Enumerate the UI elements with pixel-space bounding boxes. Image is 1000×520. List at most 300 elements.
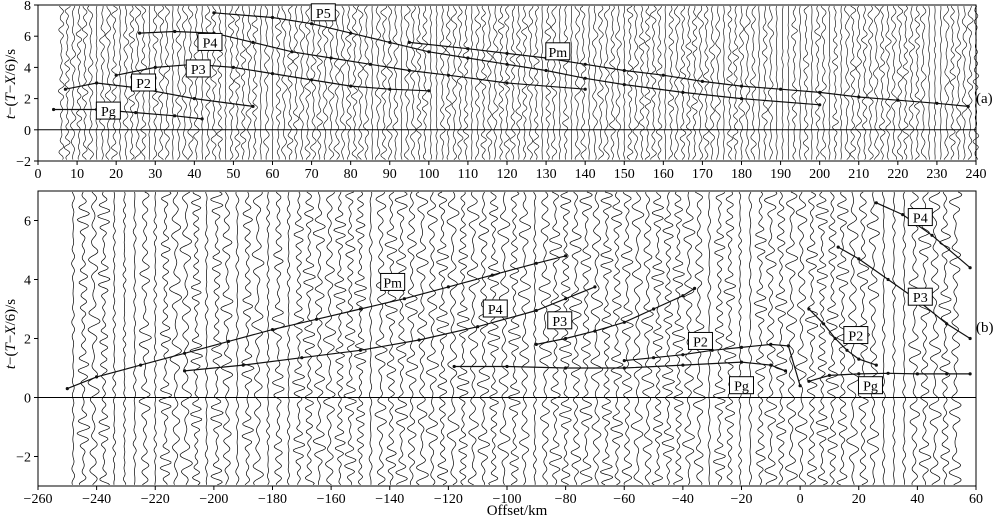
- seismic-trace: [631, 192, 644, 485]
- pick-point: [930, 234, 933, 237]
- pick-point: [183, 352, 186, 355]
- seismic-trace: [832, 6, 838, 160]
- seismic-trace: [77, 192, 90, 485]
- seismic-trace: [211, 192, 224, 485]
- x-tick-label: 20: [851, 492, 866, 507]
- phase-label-pg: [730, 377, 754, 395]
- x-tick-label: 180: [731, 167, 752, 182]
- phase-label-p4: [198, 33, 222, 51]
- pick-point: [466, 56, 469, 59]
- x-tick-label: −120: [433, 492, 463, 507]
- seismic-trace: [182, 6, 188, 160]
- seismic-trace: [799, 6, 801, 160]
- seismic-trace: [299, 6, 305, 160]
- pick-point: [623, 83, 626, 86]
- x-tick-label: 200: [809, 167, 831, 182]
- x-tick-label: 20: [109, 167, 124, 182]
- seismic-trace: [733, 6, 739, 160]
- seismic-trace: [487, 6, 493, 160]
- pick-point: [359, 307, 362, 310]
- pick-point: [837, 246, 840, 249]
- seismic-trace: [264, 6, 270, 160]
- seismic-trace: [205, 6, 211, 160]
- pick-point: [834, 337, 837, 340]
- seismic-trace: [340, 6, 346, 160]
- pick-point: [623, 359, 626, 362]
- pick-point: [271, 72, 274, 75]
- svg-text:P4: P4: [202, 36, 218, 52]
- svg-text:P4: P4: [912, 211, 928, 227]
- pick-point: [623, 69, 626, 72]
- pick-point: [290, 50, 293, 53]
- pick-point: [300, 356, 303, 359]
- pick-point: [564, 254, 567, 257]
- seismic-trace: [928, 6, 929, 160]
- seismic-trace: [919, 192, 931, 485]
- seismic-trace: [867, 192, 879, 485]
- seismic-trace: [190, 192, 202, 485]
- seismic-trace: [344, 192, 356, 485]
- seismic-trace: [949, 192, 962, 485]
- phase-label-pg: [96, 102, 120, 120]
- pick-point: [251, 105, 254, 108]
- svg-text:P4: P4: [487, 303, 503, 318]
- pick-point: [52, 108, 55, 111]
- pick-point: [212, 11, 215, 14]
- svg-text:P5: P5: [315, 6, 331, 22]
- seismic-trace: [172, 6, 173, 160]
- pick-point: [418, 338, 421, 341]
- seismic-trace: [879, 6, 885, 160]
- phase-label-p2: [844, 327, 868, 345]
- pick-point: [769, 343, 772, 346]
- x-tick-label: 160: [652, 167, 674, 182]
- pick-point: [388, 41, 391, 44]
- seismic-trace: [920, 6, 926, 160]
- seismic-trace: [133, 192, 136, 485]
- seismic-trace: [311, 6, 317, 160]
- pick-point: [681, 91, 684, 94]
- pick-point: [593, 285, 596, 288]
- seismic-trace: [674, 6, 680, 160]
- seismic-trace: [738, 192, 741, 485]
- x-tick-label: 240: [965, 167, 987, 182]
- seismic-trace: [662, 192, 674, 485]
- panel-b: [3, 191, 994, 519]
- pick-point: [828, 374, 831, 377]
- svg-text:Pg: Pg: [100, 105, 116, 121]
- pick-point: [173, 30, 176, 33]
- seismic-trace: [897, 6, 903, 160]
- svg-text:P3: P3: [912, 291, 928, 307]
- panel-a: [3, 0, 993, 182]
- seismic-trace: [154, 192, 157, 485]
- x-tick-label: 40: [187, 167, 202, 182]
- seismic-trace: [176, 6, 182, 160]
- pick-point: [818, 103, 821, 106]
- seismic-trace: [624, 6, 626, 160]
- y-tick-label: 6: [24, 30, 31, 46]
- pick-point: [887, 278, 890, 281]
- x-tick-label: 100: [418, 167, 440, 182]
- x-tick-label: 0: [34, 167, 42, 182]
- y-tick-label: 0: [24, 123, 31, 139]
- pick-point: [66, 387, 69, 390]
- seismic-trace: [385, 192, 397, 485]
- pick-point: [115, 74, 118, 77]
- seismic-trace: [305, 6, 311, 160]
- phase-label-p5: [311, 4, 335, 22]
- x-tick-label: 90: [382, 167, 397, 182]
- seismic-trace: [723, 6, 725, 160]
- seismic-trace: [650, 6, 656, 160]
- phase-label-p3: [908, 288, 932, 306]
- seismic-trace: [471, 6, 473, 160]
- seismic-trace: [934, 6, 936, 160]
- seismic-trace: [882, 192, 885, 485]
- pick-point: [967, 105, 970, 108]
- seismic-trace: [113, 192, 116, 485]
- seismic-trace: [334, 192, 346, 485]
- seismic-trace: [445, 6, 451, 160]
- pick-point: [95, 375, 98, 378]
- pick-point: [584, 63, 587, 66]
- seismic-trace: [580, 192, 592, 485]
- seismic-trace: [549, 192, 561, 485]
- x-tick-label: 10: [70, 167, 85, 182]
- pick-point: [242, 364, 245, 367]
- seismic-trace: [395, 192, 408, 485]
- pick-point: [681, 353, 684, 356]
- pick-point: [896, 99, 899, 102]
- seismic-trace: [481, 6, 487, 160]
- pick-point: [784, 369, 787, 372]
- seismic-trace: [795, 192, 807, 485]
- x-tick-label: −180: [258, 492, 287, 507]
- seismic-trace: [430, 6, 432, 160]
- seismic-trace: [633, 6, 639, 160]
- seismic-trace: [604, 6, 610, 160]
- seismic-trace: [411, 6, 417, 160]
- pick-point: [901, 213, 904, 216]
- panel-a-ylabel: t−(T−X/6)/s: [3, 48, 19, 120]
- x-tick-label: −40: [671, 492, 694, 507]
- pick-point: [535, 262, 538, 265]
- seismic-trace: [221, 192, 233, 485]
- pick-point: [271, 16, 274, 19]
- pick-point: [349, 85, 352, 88]
- seismic-trace: [750, 6, 756, 160]
- seismic-trace: [164, 6, 170, 160]
- seismic-trace: [940, 6, 941, 160]
- seismic-trace: [105, 6, 111, 160]
- pick-point: [769, 364, 772, 367]
- phase-label-p4: [908, 209, 932, 227]
- x-tick-label: −80: [554, 492, 577, 507]
- panel-a-x-ticks: [35, 161, 987, 182]
- pick-point: [564, 337, 567, 340]
- seismic-trace: [234, 6, 240, 160]
- pick-point: [173, 114, 176, 117]
- phase-label-p3: [548, 312, 572, 330]
- pick-point: [779, 88, 782, 91]
- pick-point: [564, 366, 567, 369]
- seismic-trace: [559, 6, 561, 160]
- seismic-trace: [242, 192, 254, 485]
- seismic-trace: [381, 6, 387, 160]
- seismic-trace: [533, 6, 539, 160]
- pick-point: [740, 361, 743, 364]
- svg-text:P2: P2: [136, 77, 151, 92]
- pick-point: [476, 325, 479, 328]
- seismic-trace: [758, 6, 759, 160]
- seismic-trace: [88, 192, 100, 485]
- y-tick-label: 4: [24, 61, 31, 77]
- seismic-trace: [447, 192, 459, 485]
- pick-point: [310, 78, 313, 81]
- seismic-trace: [962, 6, 968, 160]
- x-tick-label: 30: [148, 167, 163, 182]
- seismic-trace: [492, 6, 498, 160]
- seismic-trace: [776, 6, 777, 160]
- panel-a-y-ticks: [16, 0, 38, 170]
- y-tick-label: 2: [24, 332, 31, 348]
- pick-point: [623, 366, 626, 369]
- x-tick-label: 80: [343, 167, 358, 182]
- pick-point: [584, 88, 587, 91]
- seismic-trace: [351, 6, 357, 160]
- pick-point: [564, 297, 567, 300]
- seismic-trace: [229, 6, 235, 160]
- seismic-trace: [287, 192, 290, 485]
- svg-text:Pm: Pm: [548, 45, 568, 61]
- pick-point: [740, 85, 743, 88]
- pick-point: [681, 294, 684, 297]
- seismic-trace: [463, 6, 469, 160]
- panel-b-xlabel: Offset/km: [486, 503, 548, 519]
- seismic-trace: [76, 6, 82, 160]
- seismic-trace: [545, 6, 551, 160]
- pick-point: [623, 321, 626, 324]
- seismic-trace: [488, 192, 500, 485]
- seismic-trace: [788, 6, 790, 160]
- pick-point: [505, 365, 508, 368]
- seismic-trace: [252, 6, 258, 160]
- seismic-trace: [551, 6, 557, 160]
- seismic-trace: [98, 192, 110, 485]
- seismic-trace: [287, 6, 293, 160]
- seismic-trace: [123, 6, 129, 160]
- pick-point: [593, 330, 596, 333]
- seismic-trace: [64, 6, 70, 160]
- pick-point: [857, 95, 860, 98]
- pick-point: [652, 356, 655, 359]
- seismic-trace: [475, 6, 481, 160]
- seismic-trace: [82, 6, 88, 160]
- seismic-trace: [713, 192, 725, 485]
- seismic-trace: [652, 192, 664, 485]
- seismic-trace: [522, 6, 528, 160]
- pick-point: [701, 80, 704, 83]
- seismic-trace: [111, 6, 117, 160]
- seismic-trace: [967, 6, 973, 160]
- x-tick-label: 220: [887, 167, 909, 182]
- seismic-trace: [313, 192, 325, 485]
- pick-point: [652, 307, 655, 310]
- x-tick-label: −160: [316, 492, 346, 507]
- seismic-trace: [70, 6, 76, 160]
- svg-text:P3: P3: [552, 314, 568, 330]
- pick-point: [662, 74, 665, 77]
- seismic-trace: [850, 6, 856, 160]
- pick-point: [822, 322, 825, 325]
- seismic-trace: [406, 192, 418, 485]
- pick-point: [535, 309, 538, 312]
- x-tick-label: 50: [226, 167, 241, 182]
- svg-text:P2: P2: [693, 335, 708, 351]
- pick-point: [916, 372, 919, 375]
- seismic-trace: [180, 192, 193, 485]
- seismic-trace: [194, 6, 200, 160]
- seismic-trace: [580, 6, 586, 160]
- seismic-trace: [440, 6, 445, 160]
- pick-point: [349, 31, 352, 34]
- seismic-trace: [775, 192, 787, 485]
- x-tick-label: 170: [691, 167, 713, 182]
- seismic-trace: [202, 6, 203, 160]
- x-tick-label: 40: [910, 492, 925, 507]
- seismic-trace: [764, 192, 777, 485]
- seismic-trace: [205, 192, 208, 485]
- x-tick-label: −260: [23, 492, 53, 507]
- pick-point: [945, 372, 948, 375]
- x-tick-label: −60: [613, 492, 636, 507]
- seismic-trace: [724, 192, 736, 485]
- svg-text:P2: P2: [848, 329, 864, 345]
- seismic-trace: [862, 6, 868, 160]
- seismic-trace: [363, 6, 369, 160]
- pick-point: [787, 344, 790, 347]
- seismic-trace: [645, 6, 651, 160]
- seismic-trace: [611, 192, 623, 485]
- seismic-trace: [240, 6, 246, 160]
- pick-point: [807, 380, 810, 383]
- x-tick-label: 110: [457, 167, 479, 182]
- x-tick-label: 140: [574, 167, 596, 182]
- seismic-trace: [873, 6, 879, 160]
- seismic-trace: [272, 192, 284, 485]
- seismic-trace: [357, 6, 363, 160]
- seismic-trace: [88, 6, 94, 160]
- seismic-trace: [571, 6, 573, 160]
- seismic-trace: [416, 6, 422, 160]
- seismic-trace: [665, 6, 666, 160]
- pick-point: [740, 97, 743, 100]
- seismic-trace: [903, 192, 906, 485]
- pick-point: [845, 349, 848, 352]
- pick-point: [799, 384, 802, 387]
- seismic-trace: [792, 6, 798, 160]
- seismic-trace: [692, 6, 698, 160]
- x-tick-label: 0: [796, 492, 804, 507]
- pick-point: [505, 81, 508, 84]
- pick-point: [453, 365, 456, 368]
- seismic-trace: [785, 192, 797, 485]
- seismic-trace: [217, 6, 223, 160]
- seismic-trace: [260, 6, 261, 160]
- seismic-trace: [668, 6, 674, 160]
- seismic-trace: [588, 6, 590, 160]
- pick-point: [138, 31, 141, 34]
- pick-point: [369, 63, 372, 66]
- seismic-trace: [275, 6, 281, 160]
- seismic-trace: [749, 192, 752, 485]
- pick-point: [315, 318, 318, 321]
- seismic-trace: [754, 192, 766, 485]
- phase-label-p4: [483, 300, 507, 318]
- pick-point: [427, 50, 430, 53]
- seismic-trace: [354, 192, 366, 485]
- seismic-trace: [371, 6, 373, 160]
- pick-point: [359, 349, 362, 352]
- x-tick-label: 120: [496, 167, 518, 182]
- pick-point: [310, 22, 313, 25]
- seismic-trace: [762, 6, 768, 160]
- pick-point: [403, 297, 406, 300]
- pick-point: [818, 91, 821, 94]
- pick-point: [969, 372, 972, 375]
- pick-point: [969, 337, 972, 340]
- seismic-trace: [642, 192, 654, 485]
- seismic-trace: [745, 6, 751, 160]
- phase-label-p3: [186, 60, 210, 78]
- pick-point: [193, 97, 196, 100]
- seismic-trace: [272, 6, 274, 160]
- seismic-trace: [592, 6, 598, 160]
- seismic-trace: [393, 6, 399, 160]
- pick-point: [95, 81, 98, 84]
- seismic-trace: [369, 192, 372, 485]
- seismic-trace: [821, 6, 827, 160]
- seismic-trace: [404, 6, 410, 160]
- seismic-trace: [528, 6, 534, 160]
- seismic-trace: [467, 192, 479, 485]
- seismic-trace: [422, 6, 428, 160]
- pick-point: [875, 201, 878, 204]
- pick-point: [251, 41, 254, 44]
- pick-point: [388, 88, 391, 91]
- seismic-trace: [324, 192, 336, 485]
- pick-point: [857, 257, 860, 260]
- seismic-trace: [621, 192, 633, 485]
- x-tick-label: 230: [926, 167, 948, 182]
- seismic-trace: [293, 192, 305, 485]
- pick-point: [227, 340, 230, 343]
- seismic-trace: [119, 6, 121, 160]
- x-tick-label: 190: [770, 167, 792, 182]
- seismic-trace: [375, 6, 381, 160]
- pick-point: [505, 63, 508, 66]
- seismic-trace: [803, 6, 809, 160]
- seismic-trace: [211, 6, 217, 160]
- seismic-trace: [100, 6, 106, 160]
- y-tick-label: 0: [24, 391, 31, 407]
- seismic-trace: [955, 6, 961, 160]
- x-tick-label: 150: [613, 167, 635, 182]
- pick-point: [447, 285, 450, 288]
- panel-b-ylabel: t−(T−X/6)/s: [3, 298, 19, 370]
- seismic-trace: [891, 6, 897, 160]
